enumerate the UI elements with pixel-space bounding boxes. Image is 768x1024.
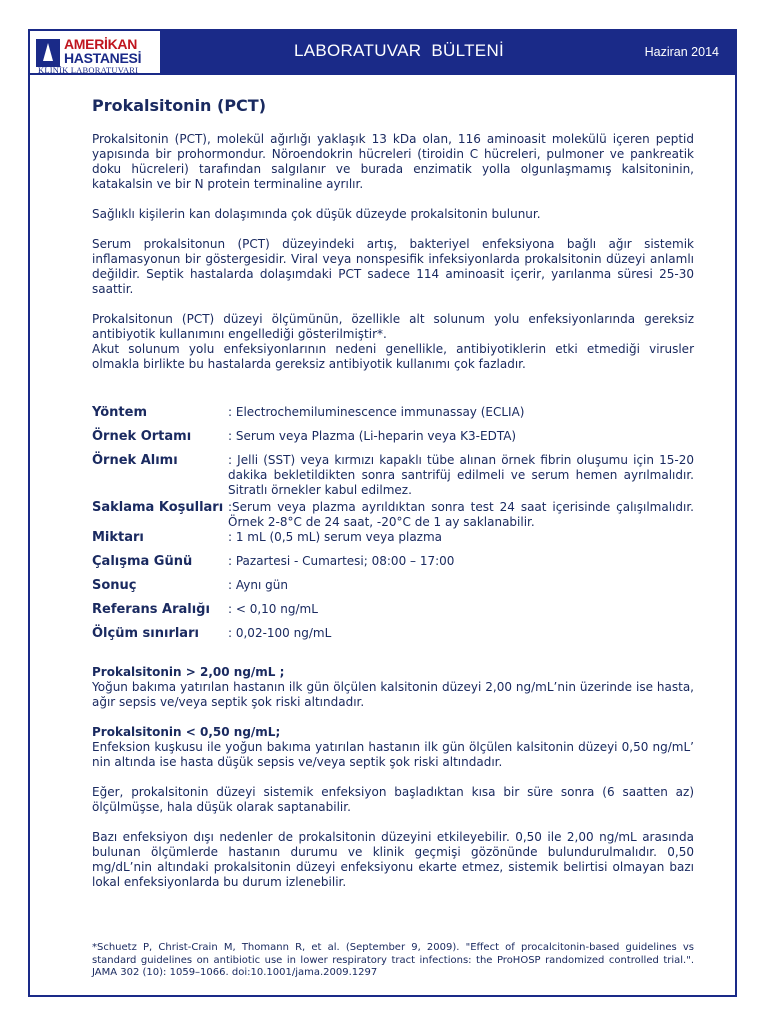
- paragraph-serum-increase: Serum prokalsitonun (PCT) düzeyindeki artış, bakteriyel enfeksiyona bağlı ağır sistemik inflamasyonun bir göstergesidir. Viral veya nonspesifik infeksiyonlarda prokalsitonin düzeyi anlamlı değildir. Septik hastalarda dolaşımdaki PCT sadece 114 aminoasit içerir, yarılanma süresi 25-30 saattir.: [92, 237, 694, 296]
- info-key: Sonuç: [92, 578, 137, 593]
- paragraph-respiratory-infections: Akut solunum yolu enfeksiyonlarının nedeni genellikle, antibiyotiklerin etki etmediği virusler olmakla birlikte bu hastalarda gereksiz antibiyotik kullanımı çok fazladır.: [92, 342, 694, 371]
- bulletin-title: LABORATUVAR BÜLTENİ: [294, 41, 505, 60]
- early-measurement-note: Eğer, prokalsitonin düzeyi sistemik enfeksiyon başladıktan kısa bir süre sonra (6 saatten az) ölçülmüşse, hala düşük olarak saptanabilir.: [92, 785, 694, 814]
- bulletin-date: Haziran 2014: [644, 45, 719, 59]
- logo-line3: KLİNİK LABORATUVARI: [38, 65, 139, 75]
- info-value: : Jelli (SST) veya kırmızı kapaklı tübe alınan örnek fibrin oluşumu için 15-20 dakika bekletildikten sonra santrifüj edilmeli ve serum hemen ayrılmalıdır. Sitratlı örnekler kabul edilmez.: [228, 453, 694, 497]
- high-pct-text: Yoğun bakıma yatırılan hastanın ilk gün ölçülen kalsitonin düzeyi 2,00 ng/mL’nin üzerinde ise hasta, ağır sepsis ve/veya septik şok riski altındadır.: [92, 680, 694, 709]
- info-value: : Electrochemiluminescence immunassay (ECLIA): [228, 405, 525, 419]
- info-row: [92, 453, 694, 498]
- intro-paragraph: Prokalsitonin (PCT), molekül ağırlığı yaklaşık 13 kDa olan, 116 aminoasit molekülü içeren peptid yapısında bir prohormondur. Nöroendokrin hücreleri (tiroidin C hücreleri, pulmoner ve pankreatik doku hücreleri) tarafından salgılanır ve burada enzimatik yolla olgunlaşmamış kalsitoninin, katakalsin ve bir N protein terminaline ayrılır.: [92, 132, 694, 191]
- info-row: [92, 498, 694, 530]
- info-row: [92, 626, 694, 641]
- info-key: Ölçüm sınırları: [92, 626, 199, 641]
- info-row: [92, 429, 694, 453]
- info-key: Saklama Koşulları: [92, 500, 224, 515]
- paragraph-healthy-levels: Sağlıklı kişilerin kan dolaşımında çok düşük düzeyde prokalsitonin bulunur.: [92, 207, 541, 221]
- info-row: [92, 405, 694, 429]
- reference-footnote: *Schuetz P, Christ-Crain M, Thomann R, et al. (September 9, 2009). "Effect of procalcitonin-based guidelines vs standard guidelines on antibiotic use in lower respiratory tract infections: the ProHOSP randomized controlled trial.". JAMA 302 (10): 1059–1066. doi:10.1001/jama.2009.1297: [92, 942, 694, 978]
- page-title: Prokalsitonin (PCT): [92, 96, 267, 115]
- non-infection-causes-note: Bazı enfeksiyon dışı nedenler de prokalsitonin düzeyini etkileyebilir. 0,50 ile 2,00 ng/mL arasında bulunan ölçümlerde hastanın durumu ve klinik geçmişi gözönünde bulundurulmalıdır. 0,50 mg/dL’nin altındaki prokalsitonin düzeyi enfeksiyonu ekarte etmez, sistemik belirtisi olmayan bazı lokal enfeksiyonlarda bu durum izlenebilir.: [92, 830, 694, 889]
- low-pct-text: Enfeksion kuşkusu ile yoğun bakıma yatırılan hastanın ilk gün ölçülen kalsitonin düzeyi 0,50 ng/mL’ nin altında ise hasta düşük sepsis ve/veya septik şok riski altındadır.: [92, 740, 694, 769]
- info-row: [92, 578, 694, 602]
- header: [28, 29, 737, 75]
- low-pct-heading: Prokalsitonin < 0,50 ng/mL;: [92, 725, 281, 739]
- info-value: : 1 mL (0,5 mL) serum veya plazma: [228, 530, 443, 544]
- info-key: Yöntem: [92, 405, 147, 420]
- logo-line1: AMERİKAN: [64, 36, 138, 52]
- info-key: Örnek Alımı: [92, 453, 178, 468]
- info-value: :Serum veya plazma ayrıldıktan sonra test 24 saat içerisinde çalışılmalıdır. Örnek 2-8°C de 24 saat, -20°C de 1 ay saklanabilir.: [228, 500, 694, 529]
- info-key: Referans Aralığı: [92, 602, 210, 617]
- info-value: : < 0,10 ng/mL: [228, 602, 318, 616]
- test-info-table: [92, 405, 694, 641]
- paragraph-antibiotic-use: Prokalsitonun (PCT) düzeyi ölçümünün, özellikle alt solunum yolu enfeksiyonlarında gereksiz antibiyotik kullanımını engellediği gösterilmiştir*.: [92, 312, 694, 341]
- info-value: : Aynı gün: [228, 578, 288, 592]
- info-value: : Serum veya Plazma (Li-heparin veya K3-EDTA): [228, 429, 517, 443]
- info-key: Örnek Ortamı: [92, 429, 192, 444]
- info-value: : Pazartesi - Cumartesi; 08:00 – 17:00: [228, 554, 455, 568]
- info-row: [92, 602, 694, 626]
- info-key: Çalışma Günü: [92, 554, 193, 569]
- info-value: : 0,02-100 ng/mL: [228, 626, 332, 640]
- logo-mark-icon: [36, 39, 60, 67]
- logo-line2: HASTANESİ: [64, 50, 142, 66]
- info-key: Miktarı: [92, 530, 144, 545]
- hospital-logo: [28, 29, 160, 75]
- info-row: [92, 554, 694, 578]
- header-bar: [160, 29, 737, 75]
- high-pct-heading: Prokalsitonin > 2,00 ng/mL ;: [92, 665, 285, 679]
- info-row: [92, 530, 694, 554]
- main-content: [92, 96, 694, 905]
